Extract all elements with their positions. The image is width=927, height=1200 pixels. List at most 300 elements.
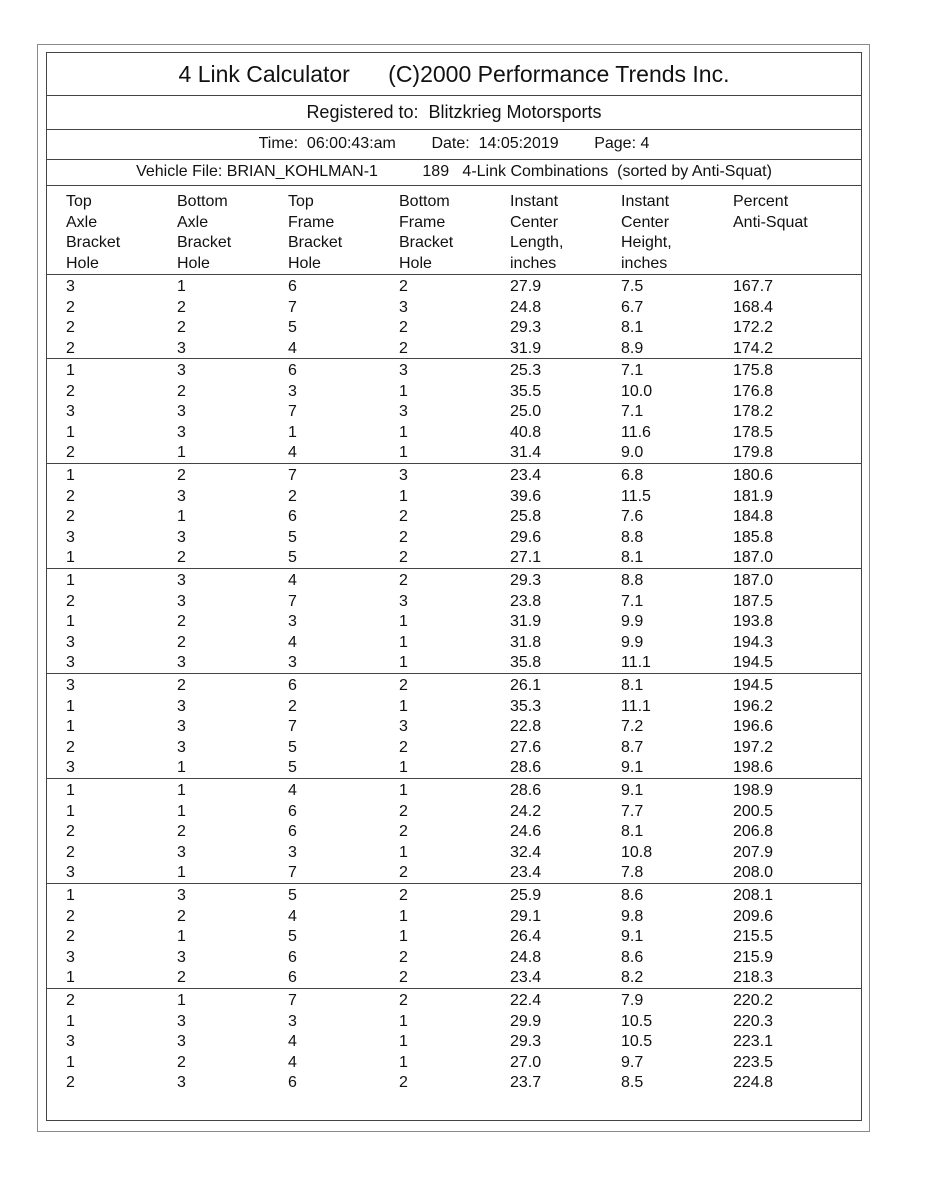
table-cell: 197.2	[733, 738, 774, 756]
table-cell: 8.6	[621, 887, 644, 904]
table-cell: 3	[177, 339, 186, 357]
table-cell: 6	[288, 508, 297, 525]
table-cell: 3	[177, 592, 186, 610]
table-cell: 1	[177, 992, 186, 1009]
header-line: Hole	[288, 254, 321, 272]
table-cell: 29.1	[510, 907, 542, 925]
table-cell: 3	[399, 403, 408, 420]
table-cell: 28.6	[510, 759, 542, 776]
table-cell: 208.0	[733, 864, 774, 881]
table-cell: 6	[288, 802, 297, 820]
column-header	[510, 192, 563, 274]
table-cell: 1	[177, 278, 186, 295]
table-cell: 2	[177, 1053, 186, 1071]
table-cell: 1	[399, 1053, 408, 1071]
table-cell: 1	[399, 759, 408, 776]
header-line: Bottom	[177, 193, 228, 210]
table-cell: 198.6	[733, 759, 774, 776]
table-row	[47, 822, 861, 843]
table-cell: 207.9	[733, 843, 774, 861]
header-line: Frame	[399, 213, 446, 231]
table-cell: 23.7	[510, 1074, 542, 1091]
header-line: Hole	[66, 254, 99, 272]
table-cell: 2	[66, 992, 75, 1009]
table-cell: 22.8	[510, 718, 542, 735]
table-row	[47, 548, 861, 569]
table-row	[47, 612, 861, 633]
table-cell: 2	[399, 319, 408, 336]
table-cell: 178.5	[733, 423, 774, 441]
table-cell: 1	[399, 1012, 408, 1030]
table-cell: 2	[288, 697, 297, 715]
table-cell: 8.5	[621, 1074, 644, 1091]
table-row	[47, 1073, 861, 1094]
header-line: Frame	[288, 213, 335, 231]
table-row	[47, 633, 861, 654]
table-cell: 187.0	[733, 572, 774, 589]
table-row	[47, 758, 861, 779]
table-cell: 3	[177, 487, 186, 505]
header-line: inches	[510, 254, 557, 272]
table-cell: 3	[66, 633, 75, 651]
header-line: Hole	[177, 254, 210, 272]
group-divider	[47, 883, 861, 884]
table-cell: 6.8	[621, 467, 644, 484]
table-cell: 2	[66, 487, 75, 505]
table-cell: 24.6	[510, 823, 542, 840]
table-cell: 3	[177, 423, 186, 441]
table-cell: 1	[66, 718, 75, 735]
table-row	[47, 423, 861, 444]
table-cell: 7.2	[621, 718, 644, 735]
table-cell: 2	[399, 1074, 408, 1091]
table-cell: 181.9	[733, 487, 774, 505]
table-cell: 6	[288, 278, 297, 295]
table-cell: 35.3	[510, 697, 542, 715]
table-row	[47, 402, 861, 423]
table-cell: 4	[288, 1033, 297, 1050]
table-cell: 7	[288, 403, 297, 420]
table-cell: 3	[288, 613, 297, 630]
table-cell: 1	[399, 487, 408, 505]
table-cell: 167.7	[733, 278, 774, 295]
table-cell: 179.8	[733, 444, 774, 461]
table-cell: 2	[177, 823, 186, 840]
header-line: Bottom	[399, 193, 450, 210]
table-row	[47, 717, 861, 738]
table-cell: 1	[66, 467, 75, 484]
table-cell: 8.1	[621, 677, 644, 694]
table-cell: 7	[288, 992, 297, 1009]
header-line: Instant	[621, 193, 670, 210]
table-cell: 6	[288, 1074, 297, 1091]
table-cell: 1	[399, 613, 408, 630]
column-header	[399, 192, 453, 274]
header-line: Bracket	[288, 234, 343, 251]
table-cell: 5	[288, 319, 297, 336]
table-cell: 26.1	[510, 677, 542, 694]
table-cell: 25.3	[510, 362, 542, 379]
table-row	[47, 507, 861, 528]
table-cell: 1	[66, 423, 75, 441]
group-divider	[47, 568, 861, 569]
table-cell: 193.8	[733, 613, 774, 630]
table-cell: 2	[399, 677, 408, 694]
table-cell: 1	[66, 802, 75, 820]
table-cell: 3	[288, 1012, 297, 1030]
table-cell: 9.0	[621, 444, 644, 461]
table-cell: 8.1	[621, 549, 644, 566]
table-cell: 3	[66, 403, 75, 420]
table-cell: 7.1	[621, 362, 644, 379]
table-row	[47, 991, 861, 1012]
table-cell: 23.8	[510, 592, 542, 610]
table-cell: 2	[177, 613, 186, 630]
table-cell: 187.5	[733, 592, 774, 610]
table-cell: 2	[399, 339, 408, 357]
group-divider	[47, 778, 861, 779]
table-cell: 8.8	[621, 572, 644, 589]
table-cell: 10.5	[621, 1012, 653, 1030]
table-cell: 35.8	[510, 654, 542, 671]
table-row	[47, 466, 861, 487]
table-cell: 28.6	[510, 782, 542, 799]
header-line: Anti-Squat	[733, 213, 808, 231]
table-cell: 3	[66, 1033, 75, 1050]
table-cell: 1	[177, 782, 186, 799]
table-cell: 220.3	[733, 1012, 774, 1030]
table-cell: 8.7	[621, 738, 644, 756]
table-cell: 23.4	[510, 467, 542, 484]
table-cell: 6	[288, 677, 297, 694]
table-cell: 5	[288, 759, 297, 776]
header-line: Bracket	[66, 234, 121, 251]
table-row	[47, 843, 861, 864]
column-header	[621, 192, 672, 274]
table-cell: 209.6	[733, 907, 774, 925]
table-cell: 3	[177, 362, 186, 379]
table-cell: 224.8	[733, 1074, 774, 1091]
table-cell: 7.8	[621, 864, 644, 881]
table-cell: 9.1	[621, 782, 644, 799]
table-cell: 1	[399, 1033, 408, 1050]
header-line: inches	[621, 254, 668, 272]
table-cell: 208.1	[733, 887, 774, 904]
table-cell: 7.1	[621, 592, 644, 610]
report-sheet	[46, 52, 862, 1121]
table-cell: 40.8	[510, 423, 542, 441]
divider	[47, 274, 861, 275]
time-date-page: Time: 06:00:43:am Date: 14:05:2019 Page: 4	[258, 135, 650, 152]
table-cell: 27.1	[510, 549, 542, 566]
table-cell: 39.6	[510, 487, 542, 505]
table-row	[47, 528, 861, 549]
table-cell: 29.9	[510, 1012, 542, 1030]
table-cell: 1	[399, 444, 408, 461]
table-row	[47, 968, 861, 989]
table-row	[47, 318, 861, 339]
table-cell: 3	[177, 887, 186, 904]
table-cell: 3	[66, 864, 75, 881]
table-cell: 2	[66, 928, 75, 945]
column-header	[177, 192, 231, 274]
header-line: Axle	[66, 213, 98, 231]
table-cell: 8.1	[621, 823, 644, 840]
table-row	[47, 863, 861, 884]
table-cell: 9.1	[621, 928, 644, 945]
group-divider	[47, 988, 861, 989]
table-row	[47, 443, 861, 464]
table-cell: 24.8	[510, 298, 542, 316]
table-cell: 9.1	[621, 759, 644, 776]
table-row	[47, 653, 861, 674]
table-cell: 3	[177, 1012, 186, 1030]
table-cell: 1	[177, 508, 186, 525]
table-cell: 31.9	[510, 339, 542, 357]
table-cell: 27.9	[510, 278, 542, 295]
table-cell: 3	[177, 1033, 186, 1050]
table-row	[47, 1032, 861, 1053]
table-cell: 2	[399, 864, 408, 881]
table-cell: 25.8	[510, 508, 542, 525]
table-cell: 3	[177, 697, 186, 715]
table-cell: 29.6	[510, 528, 542, 546]
table-cell: 2	[177, 969, 186, 986]
group-divider	[47, 673, 861, 674]
table-cell: 3	[177, 738, 186, 756]
table-cell: 26.4	[510, 928, 542, 945]
column-header	[288, 192, 342, 274]
table-cell: 3	[177, 572, 186, 589]
table-cell: 2	[399, 969, 408, 986]
table-cell: 3	[399, 298, 408, 316]
table-cell: 11.6	[621, 423, 651, 441]
table-cell: 2	[177, 633, 186, 651]
table-cell: 9.7	[621, 1053, 644, 1071]
table-row	[47, 927, 861, 948]
table-cell: 2	[177, 549, 186, 566]
table-cell: 7	[288, 467, 297, 484]
table-row	[47, 1012, 861, 1033]
table-cell: 3	[66, 528, 75, 546]
table-row	[47, 487, 861, 508]
table-cell: 2	[66, 907, 75, 925]
table-cell: 2	[66, 1074, 75, 1091]
table-cell: 11.1	[621, 654, 651, 671]
table-cell: 2	[66, 298, 75, 316]
table-cell: 2	[66, 843, 75, 861]
table-cell: 3	[177, 654, 186, 671]
table-cell: 1	[66, 969, 75, 986]
table-cell: 200.5	[733, 802, 774, 820]
table-cell: 4	[288, 633, 297, 651]
table-cell: 1	[66, 549, 75, 566]
divider	[47, 185, 861, 186]
table-cell: 3	[177, 403, 186, 420]
table-cell: 2	[399, 802, 408, 820]
table-cell: 2	[399, 528, 408, 546]
table-cell: 3	[288, 843, 297, 861]
table-cell: 4	[288, 339, 297, 357]
table-cell: 1	[399, 907, 408, 925]
table-cell: 2	[399, 823, 408, 840]
table-cell: 3	[177, 528, 186, 546]
table-row	[47, 592, 861, 613]
table-cell: 5	[288, 928, 297, 945]
table-cell: 7.6	[621, 508, 644, 525]
table-cell: 1	[288, 423, 297, 441]
table-cell: 172.2	[733, 319, 774, 336]
table-row	[47, 697, 861, 718]
table-cell: 24.8	[510, 948, 542, 966]
table-cell: 4	[288, 1053, 297, 1071]
table-cell: 9.9	[621, 613, 644, 630]
table-cell: 2	[399, 549, 408, 566]
table-cell: 5	[288, 738, 297, 756]
header-line: Center	[621, 213, 670, 231]
table-cell: 1	[399, 654, 408, 671]
table-cell: 196.6	[733, 718, 774, 735]
table-cell: 1	[177, 802, 186, 820]
table-cell: 2	[399, 572, 408, 589]
table-cell: 5	[288, 528, 297, 546]
table-cell: 1	[66, 362, 75, 379]
table-row	[47, 948, 861, 969]
table-cell: 3	[66, 278, 75, 295]
table-cell: 215.9	[733, 948, 774, 966]
header-line: Bracket	[177, 234, 232, 251]
table-cell: 1	[66, 782, 75, 799]
column-header	[733, 192, 808, 233]
table-cell: 9.9	[621, 633, 644, 651]
table-row	[47, 886, 861, 907]
table-cell: 31.9	[510, 613, 542, 630]
table-cell: 9.8	[621, 907, 644, 925]
header-line: Bracket	[399, 234, 454, 251]
table-cell: 4	[288, 572, 297, 589]
table-cell: 32.4	[510, 843, 542, 861]
table-cell: 218.3	[733, 969, 774, 986]
table-cell: 1	[177, 444, 186, 461]
table-cell: 3	[177, 843, 186, 861]
table-cell: 11.5	[621, 487, 651, 505]
table-cell: 1	[177, 864, 186, 881]
table-cell: 27.0	[510, 1053, 542, 1071]
table-cell: 206.8	[733, 823, 774, 840]
table-cell: 194.5	[733, 654, 774, 671]
table-cell: 1	[66, 572, 75, 589]
table-cell: 180.6	[733, 467, 774, 484]
table-cell: 187.0	[733, 549, 774, 566]
table-cell: 1	[177, 759, 186, 776]
table-row	[47, 1053, 861, 1074]
table-cell: 2	[177, 298, 186, 316]
table-cell: 3	[66, 677, 75, 694]
header-line: Top	[66, 193, 92, 210]
table-cell: 2	[177, 319, 186, 336]
table-cell: 4	[288, 444, 297, 461]
table-cell: 8.2	[621, 969, 644, 986]
table-cell: 25.9	[510, 887, 542, 904]
table-cell: 2	[399, 738, 408, 756]
table-cell: 2	[66, 444, 75, 461]
table-cell: 1	[399, 697, 408, 715]
table-cell: 5	[288, 549, 297, 566]
table-cell: 7.9	[621, 992, 644, 1009]
table-cell: 1	[399, 782, 408, 799]
table-cell: 2	[399, 508, 408, 525]
table-cell: 1	[66, 887, 75, 904]
table-cell: 3	[66, 948, 75, 966]
table-cell: 2	[399, 992, 408, 1009]
table-cell: 8.1	[621, 319, 644, 336]
table-row	[47, 382, 861, 403]
table-cell: 5	[288, 887, 297, 904]
table-cell: 24.2	[510, 802, 542, 820]
table-cell: 196.2	[733, 697, 774, 715]
table-cell: 3	[177, 718, 186, 735]
table-cell: 1	[399, 423, 408, 441]
table-cell: 185.8	[733, 528, 774, 546]
table-cell: 168.4	[733, 298, 774, 316]
table-row	[47, 298, 861, 319]
table-cell: 2	[66, 382, 75, 400]
table-row	[47, 571, 861, 592]
table-cell: 2	[399, 278, 408, 295]
table-cell: 3	[177, 1074, 186, 1091]
table-cell: 1	[66, 613, 75, 630]
table-cell: 10.8	[621, 843, 653, 861]
table-cell: 223.1	[733, 1033, 774, 1050]
table-cell: 1	[399, 843, 408, 861]
table-cell: 194.3	[733, 633, 774, 651]
table-cell: 1	[66, 697, 75, 715]
table-cell: 2	[177, 907, 186, 925]
table-cell: 1	[177, 928, 186, 945]
table-cell: 1	[66, 1012, 75, 1030]
table-cell: 2	[66, 339, 75, 357]
table-cell: 2	[177, 382, 186, 400]
table-cell: 35.5	[510, 382, 542, 400]
table-cell: 220.2	[733, 992, 774, 1009]
header-line: Hole	[399, 254, 432, 272]
table-cell: 29.3	[510, 572, 542, 589]
table-cell: 2	[177, 677, 186, 694]
table-cell: 178.2	[733, 403, 774, 420]
table-cell: 1	[399, 928, 408, 945]
table-cell: 2	[66, 319, 75, 336]
table-cell: 7	[288, 864, 297, 881]
table-cell: 3	[399, 718, 408, 735]
table-cell: 3	[177, 948, 186, 966]
table-row	[47, 676, 861, 697]
table-cell: 2	[66, 508, 75, 525]
table-cell: 6	[288, 969, 297, 986]
table-cell: 3	[399, 467, 408, 484]
table-cell: 3	[66, 759, 75, 776]
table-cell: 27.6	[510, 738, 542, 756]
table-cell: 3	[399, 362, 408, 379]
table-cell: 3	[288, 654, 297, 671]
table-cell: 198.9	[733, 782, 774, 799]
table-cell: 174.2	[733, 339, 774, 357]
table-cell: 7	[288, 298, 297, 316]
table-row	[47, 738, 861, 759]
table-cell: 2	[66, 823, 75, 840]
table-cell: 6.7	[621, 298, 644, 316]
table-cell: 3	[66, 654, 75, 671]
table-cell: 175.8	[733, 362, 774, 379]
